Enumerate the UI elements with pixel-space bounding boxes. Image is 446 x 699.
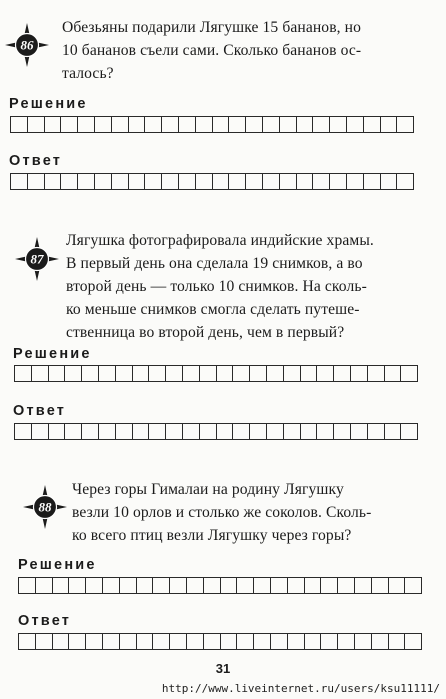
answer-cell[interactable]	[11, 116, 28, 133]
answer-cell[interactable]	[271, 577, 288, 594]
answer-cell[interactable]	[153, 577, 170, 594]
answer-cell[interactable]	[405, 577, 422, 594]
answer-cell[interactable]	[213, 116, 230, 133]
answer-cell[interactable]	[53, 633, 70, 650]
answer-cell[interactable]	[15, 365, 32, 382]
text-line: Лягушка фотографировала индийские храмы.	[66, 232, 374, 249]
answer-cell[interactable]	[267, 423, 284, 440]
answer-cell[interactable]	[28, 173, 45, 190]
answer-cell[interactable]	[53, 577, 70, 594]
answer-cell[interactable]	[196, 116, 213, 133]
answer-cell[interactable]	[86, 577, 103, 594]
answer-cell[interactable]	[347, 116, 364, 133]
answer-cell[interactable]	[385, 423, 402, 440]
answer-cell[interactable]	[297, 173, 314, 190]
answer-cell[interactable]	[313, 173, 330, 190]
answer-cell[interactable]	[200, 365, 217, 382]
answer-cell[interactable]	[372, 577, 389, 594]
answer-cell[interactable]	[385, 365, 402, 382]
answer-cell[interactable]	[338, 577, 355, 594]
answer-cell[interactable]	[301, 423, 318, 440]
answer-cell[interactable]	[254, 633, 271, 650]
answer-cell[interactable]	[364, 173, 381, 190]
answer-cell[interactable]	[133, 365, 150, 382]
source-watermark: http://www.liveinternet.ru/users/ksu11111/	[161, 682, 440, 695]
answer-cell[interactable]	[95, 173, 112, 190]
answer-cell[interactable]	[200, 423, 217, 440]
answer-cell[interactable]	[401, 365, 418, 382]
answer-cell[interactable]	[347, 173, 364, 190]
answer-cell[interactable]	[305, 633, 322, 650]
answer-cell[interactable]	[338, 633, 355, 650]
answer-cell[interactable]	[321, 577, 338, 594]
answer-cell[interactable]	[61, 173, 78, 190]
answer-cell[interactable]	[355, 577, 372, 594]
answer-cell[interactable]	[280, 116, 297, 133]
answer-cell[interactable]	[112, 116, 129, 133]
answer-cell[interactable]	[221, 633, 238, 650]
answer-cell[interactable]	[229, 173, 246, 190]
answer-cell[interactable]	[246, 173, 263, 190]
answer-cell[interactable]	[284, 365, 301, 382]
answer-cell[interactable]	[11, 173, 28, 190]
answer-cell[interactable]	[317, 423, 334, 440]
answer-cell[interactable]	[297, 116, 314, 133]
answer-cell[interactable]	[263, 116, 280, 133]
answer-cell[interactable]	[166, 365, 183, 382]
text-line: 10 бананов съели сами. Сколько бананов ос-	[62, 42, 362, 59]
answer-cell[interactable]	[61, 116, 78, 133]
text-line: талось?	[62, 65, 114, 82]
answer-cell[interactable]	[334, 365, 351, 382]
answer-cell[interactable]	[116, 365, 133, 382]
answer-cell[interactable]	[389, 577, 406, 594]
answer-cell[interactable]	[65, 365, 82, 382]
answer-cell[interactable]	[237, 577, 254, 594]
answer-cell[interactable]	[99, 365, 116, 382]
answer-cell[interactable]	[170, 633, 187, 650]
answer-label: Ответ	[18, 613, 72, 629]
answer-cell[interactable]	[133, 423, 150, 440]
answer-cell[interactable]	[179, 116, 196, 133]
problem-text	[66, 229, 374, 344]
answer-cell[interactable]	[397, 116, 414, 133]
text-line: Обезьяны подарили Лягушке 15 бананов, но	[62, 19, 361, 36]
answer-label: Ответ	[13, 403, 67, 419]
answer-cell[interactable]	[45, 116, 62, 133]
answer-cell[interactable]	[213, 173, 230, 190]
answer-cell[interactable]	[313, 116, 330, 133]
problem-number: 86	[20, 37, 34, 53]
answer-cell[interactable]	[183, 423, 200, 440]
answer-cell[interactable]	[49, 423, 66, 440]
answer-cell[interactable]	[250, 365, 267, 382]
answer-cell[interactable]	[246, 116, 263, 133]
answer-cell[interactable]	[187, 633, 204, 650]
text-line: второй день — только 10 снимков. На сколь-	[66, 278, 367, 295]
answer-cell[interactable]	[280, 173, 297, 190]
answer-cell[interactable]	[162, 116, 179, 133]
answer-cell[interactable]	[250, 423, 267, 440]
answer-cell[interactable]	[36, 633, 53, 650]
solution-label: Решение	[9, 96, 88, 112]
answer-cell[interactable]	[317, 365, 334, 382]
answer-cell[interactable]	[267, 365, 284, 382]
answer-cell[interactable]	[78, 116, 95, 133]
answer-cell[interactable]	[15, 423, 32, 440]
answer-cell[interactable]	[334, 423, 351, 440]
answer-cell[interactable]	[129, 173, 146, 190]
answer-cell[interactable]	[170, 577, 187, 594]
answer-cell[interactable]	[120, 577, 137, 594]
answer-cell[interactable]	[103, 633, 120, 650]
answer-grid[interactable]	[18, 633, 422, 650]
answer-cell[interactable]	[32, 365, 49, 382]
compass-star-badge-icon	[22, 484, 68, 530]
solution-grid[interactable]	[14, 365, 418, 382]
answer-cell[interactable]	[149, 365, 166, 382]
answer-cell[interactable]	[78, 173, 95, 190]
answer-cell[interactable]	[145, 173, 162, 190]
answer-cell[interactable]	[45, 173, 62, 190]
answer-cell[interactable]	[405, 633, 422, 650]
answer-cell[interactable]	[187, 577, 204, 594]
answer-cell[interactable]	[301, 365, 318, 382]
answer-cell[interactable]	[233, 365, 250, 382]
answer-cell[interactable]	[330, 173, 347, 190]
answer-cell[interactable]	[196, 173, 213, 190]
answer-cell[interactable]	[137, 577, 154, 594]
answer-cell[interactable]	[162, 173, 179, 190]
problem-number: 87	[30, 251, 44, 267]
answer-cell[interactable]	[166, 423, 183, 440]
compass-star-badge-icon	[14, 236, 60, 282]
answer-cell[interactable]	[82, 423, 99, 440]
answer-cell[interactable]	[372, 633, 389, 650]
answer-cell[interactable]	[36, 577, 53, 594]
page-number: 31	[215, 661, 231, 676]
answer-cell[interactable]	[179, 173, 196, 190]
answer-cell[interactable]	[183, 365, 200, 382]
answer-cell[interactable]	[112, 173, 129, 190]
answer-cell[interactable]	[233, 423, 250, 440]
problem-text	[72, 478, 371, 547]
answer-cell[interactable]	[120, 633, 137, 650]
answer-cell[interactable]	[145, 116, 162, 133]
answer-cell[interactable]	[49, 365, 66, 382]
text-line: ко меньше снимков смогла сделать путеше-	[66, 301, 360, 318]
answer-cell[interactable]	[19, 577, 36, 594]
solution-label: Решение	[18, 557, 97, 573]
answer-cell[interactable]	[103, 577, 120, 594]
answer-cell[interactable]	[364, 116, 381, 133]
answer-cell[interactable]	[204, 633, 221, 650]
answer-cell[interactable]	[305, 577, 322, 594]
answer-cell[interactable]	[217, 423, 234, 440]
answer-cell[interactable]	[237, 633, 254, 650]
answer-cell[interactable]	[401, 423, 418, 440]
answer-cell[interactable]	[389, 633, 406, 650]
answer-cell[interactable]	[28, 116, 45, 133]
text-line: ственница во второй день, чем в первый?	[66, 324, 345, 341]
answer-cell[interactable]	[204, 577, 221, 594]
answer-cell[interactable]	[288, 633, 305, 650]
answer-grid[interactable]	[10, 173, 414, 190]
answer-cell[interactable]	[217, 365, 234, 382]
answer-cell[interactable]	[86, 633, 103, 650]
answer-cell[interactable]	[153, 633, 170, 650]
text-line: В первый день она сделала 19 снимков, а во	[66, 255, 363, 272]
answer-cell[interactable]	[82, 365, 99, 382]
solution-label: Решение	[13, 346, 92, 362]
answer-cell[interactable]	[284, 423, 301, 440]
problem-number: 88	[38, 499, 52, 515]
answer-cell[interactable]	[65, 423, 82, 440]
problem-text	[62, 16, 361, 85]
answer-cell[interactable]	[263, 173, 280, 190]
answer-cell[interactable]	[355, 633, 372, 650]
answer-cell[interactable]	[381, 116, 398, 133]
answer-cell[interactable]	[368, 365, 385, 382]
text-line: Через горы Гималаи на родину Лягушку	[72, 481, 344, 498]
answer-cell[interactable]	[351, 365, 368, 382]
answer-cell[interactable]	[95, 116, 112, 133]
answer-cell[interactable]	[254, 577, 271, 594]
answer-cell[interactable]	[32, 423, 49, 440]
solution-grid[interactable]	[18, 577, 422, 594]
answer-cell[interactable]	[116, 423, 133, 440]
answer-cell[interactable]	[229, 116, 246, 133]
answer-cell[interactable]	[69, 633, 86, 650]
answer-cell[interactable]	[351, 423, 368, 440]
answer-cell[interactable]	[19, 633, 36, 650]
answer-cell[interactable]	[271, 633, 288, 650]
answer-cell[interactable]	[149, 423, 166, 440]
answer-cell[interactable]	[99, 423, 116, 440]
solution-grid[interactable]	[10, 116, 414, 133]
answer-cell[interactable]	[221, 577, 238, 594]
answer-cell[interactable]	[69, 577, 86, 594]
compass-star-badge-icon	[4, 22, 50, 68]
answer-cell[interactable]	[137, 633, 154, 650]
answer-cell[interactable]	[368, 423, 385, 440]
answer-cell[interactable]	[129, 116, 146, 133]
answer-cell[interactable]	[288, 577, 305, 594]
answer-grid[interactable]	[14, 423, 418, 440]
answer-cell[interactable]	[330, 116, 347, 133]
text-line: везли 10 орлов и столько же соколов. Сколь-	[72, 504, 372, 521]
answer-cell[interactable]	[321, 633, 338, 650]
text-line: ко всего птиц везли Лягушку через горы?	[72, 527, 352, 544]
answer-label: Ответ	[9, 153, 63, 169]
answer-cell[interactable]	[381, 173, 398, 190]
answer-cell[interactable]	[397, 173, 414, 190]
